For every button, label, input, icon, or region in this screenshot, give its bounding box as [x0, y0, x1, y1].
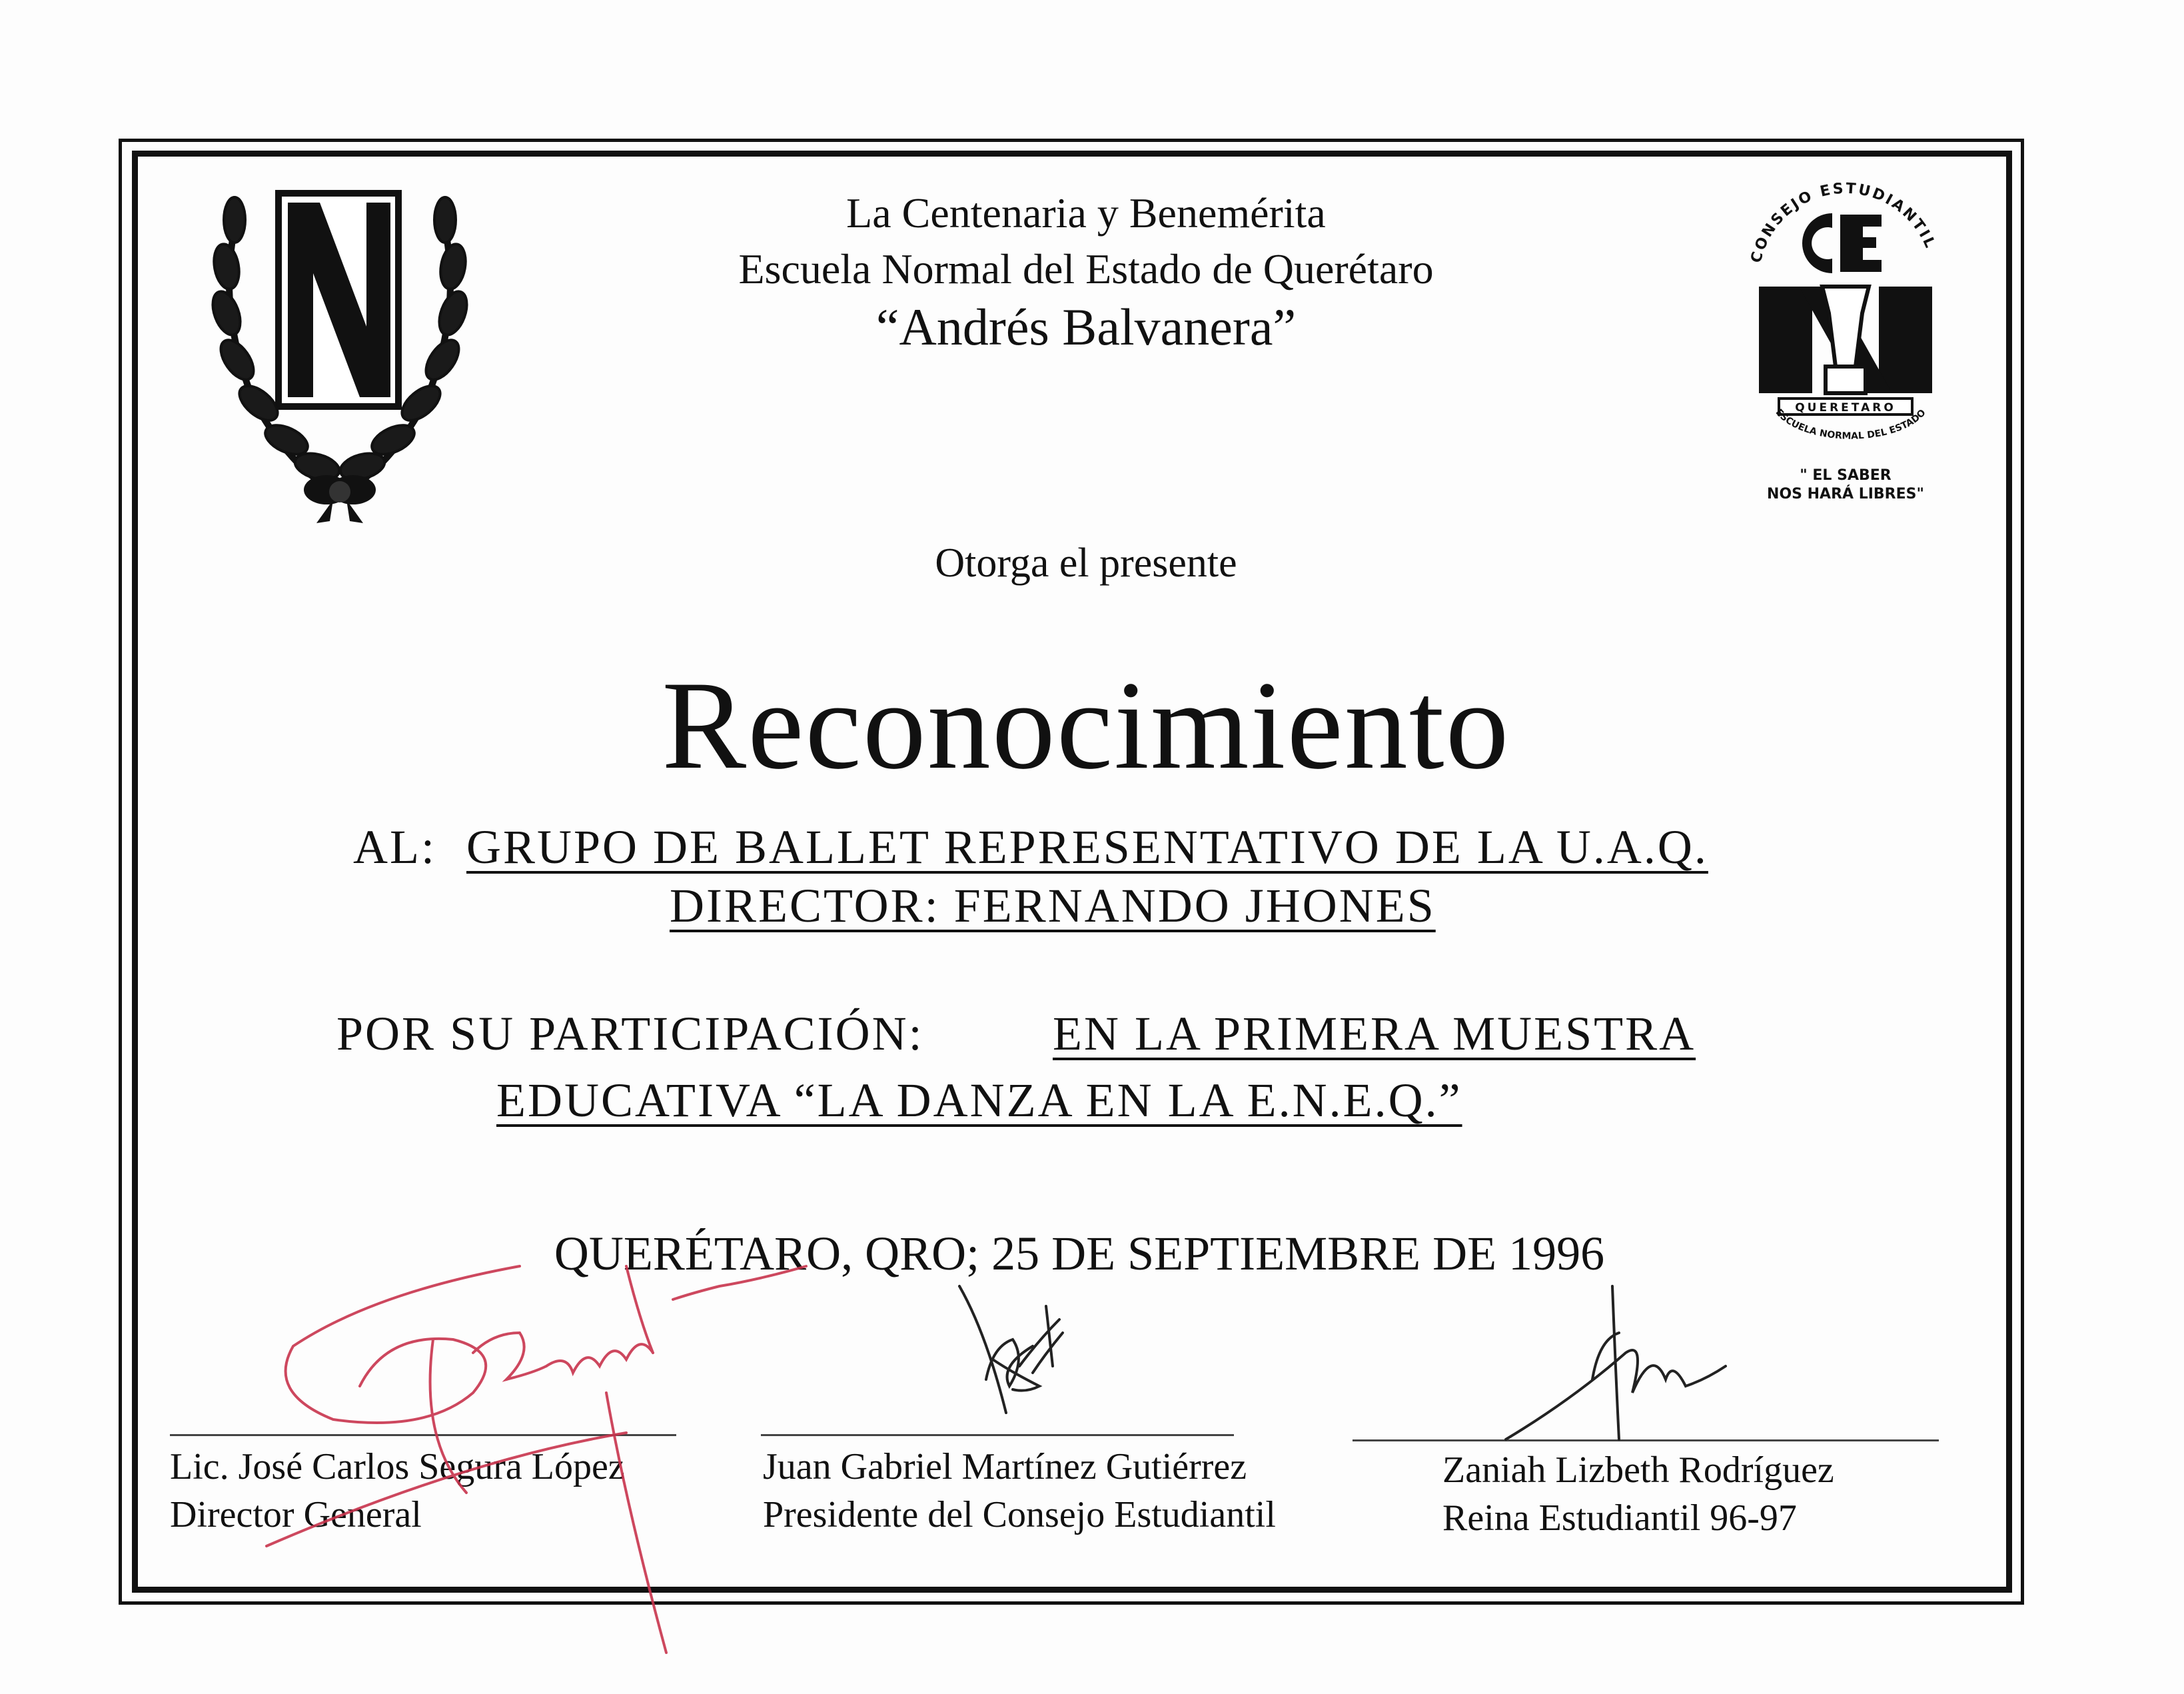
logo-motto-2: NOS HARÁ LIBRES"	[1767, 486, 1924, 502]
header-line-1: La Centenaria y Benemérita	[846, 189, 1326, 237]
signatory-3-name: Zaniah Lizbeth Rodríguez	[1442, 1449, 1834, 1491]
n-letter-icon	[278, 193, 398, 407]
signatory-2-name: Juan Gabriel Martínez Gutiérrez	[763, 1446, 1247, 1487]
reason-label: POR SU PARTICIPACIÓN:	[336, 1007, 924, 1060]
signatory-1-role: Director General	[170, 1494, 422, 1535]
signature-line-2	[761, 1434, 1234, 1436]
reason-line-2: EDUCATIVA “LA DANZA EN LA E.N.E.Q.”	[496, 1074, 1462, 1127]
school-name: “Andrés Balvanera”	[875, 298, 1297, 356]
reason-line-1: EN LA PRIMERA MUESTRA	[1053, 1007, 1696, 1060]
logo-arc-bottom: ESCUELA NORMAL DEL ESTADO	[1773, 407, 1928, 442]
signatory-3-role: Reina Estudiantil 96-97	[1442, 1497, 1797, 1539]
signatory-3	[1442, 1446, 1834, 1542]
signature-3-icon	[1492, 1279, 1732, 1453]
intro-text: Otorga el presente	[935, 540, 1237, 586]
place-and-date: QUERÉTARO, QRO; 25 DE SEPTIEMBRE DE 1996	[554, 1227, 1605, 1280]
signatory-2-role: Presidente del Consejo Estudiantil	[763, 1494, 1276, 1535]
certificate-title: Reconocimiento	[662, 656, 1510, 796]
logo-band-text: QUERETARO	[1795, 401, 1896, 415]
logo-arc-top: CONSEJO ESTUDIANTIL	[1748, 180, 1939, 265]
recipient-line-1: GRUPO DE BALLET REPRESENTATIVO DE LA U.A.Q.	[466, 820, 1708, 874]
recipient-line-2: DIRECTOR: FERNANDO JHONES	[670, 879, 1436, 932]
header-line-2: Escuela Normal del Estado de Querétaro	[738, 245, 1434, 293]
consejo-estudiantil-torch-logo	[1732, 173, 1959, 520]
signatory-2	[763, 1443, 1276, 1539]
signature-2-icon	[946, 1279, 1093, 1426]
recipient-label: AL:	[353, 820, 436, 874]
institution-header	[600, 185, 1572, 357]
signatory-1-name: Lic. José Carlos Segura López	[170, 1446, 625, 1487]
logo-motto-1: " EL SABER	[1800, 467, 1892, 484]
laurel-wreath-n-logo	[200, 180, 480, 526]
signature-1-icon	[253, 1240, 826, 1666]
